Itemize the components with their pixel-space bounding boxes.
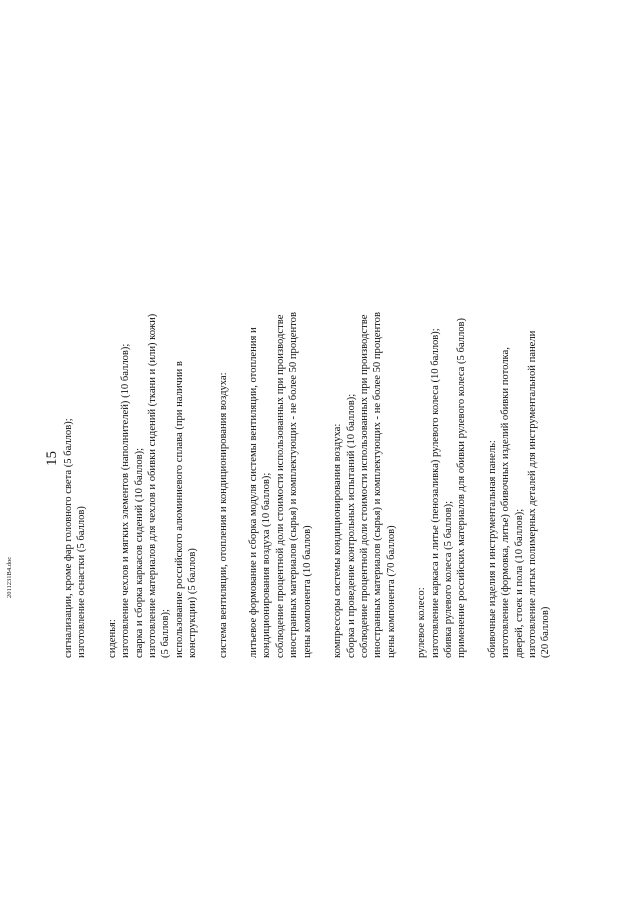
text-line: рулевое колесо: <box>416 587 428 658</box>
text-line: использование российского алюминиевого сплава (при наличии в <box>173 361 185 658</box>
text-line: конструкции) (5 баллов) <box>187 548 199 658</box>
text-line: изготовление чехлов и мягких элементов (наполнителей) (10 баллов); <box>120 343 132 658</box>
text-line: цены компонента (70 баллов) <box>385 525 397 658</box>
rotated-page <box>40 20 600 890</box>
text-line: (20 баллов) <box>540 606 552 658</box>
text-line: применение российских материалов для обивки рулевого колеса (5 баллов) <box>456 317 468 658</box>
text-line: соблюдение процентной доли стоимости использованных при производстве <box>274 314 286 658</box>
text-line: изготовление оснастки (5 баллов) <box>76 506 88 658</box>
page-number: 15 <box>44 451 60 466</box>
text-line: иностранных материалов (сырья) и комплектующих - не более 50 процентов <box>372 312 384 658</box>
paragraph-hvac-heading <box>217 28 230 658</box>
paragraph-seats <box>106 28 200 658</box>
paragraph-steering-wheel <box>415 28 469 658</box>
text-line: изготовление материалов для чехлов и обивки сидений (ткани и (или) кожи) <box>147 313 159 658</box>
text-line: компрессоры системы кондиционирования воздуха: <box>332 423 344 658</box>
text-line: сиденья: <box>106 619 118 658</box>
text-line: изготовление каркаса и литье (пенозаливка) рулевого колеса (10 баллов); <box>429 328 441 658</box>
text-line: сварка и сборка каркасов сидений (10 баллов); <box>133 447 145 658</box>
text-body <box>62 28 570 658</box>
text-line: литьевое формование и сборка модуля системы вентиляции, отопления и <box>248 327 260 658</box>
paragraph-signaling <box>62 28 89 658</box>
text-line: иностранных материалов (сырья) и комплектующих - не более 50 процентов <box>288 312 300 658</box>
paragraph-ac-compressors <box>331 28 398 658</box>
footer-filename: 2011231В4.doc <box>6 556 13 598</box>
text-line: кондиционирования воздуха (10 баллов); <box>261 472 273 658</box>
text-line: дверей, стоек и пола (10 баллов); <box>513 508 525 658</box>
text-line: цены компонента (10 баллов) <box>301 525 313 658</box>
text-line: изготовление (формовка, литье) обивочных изделий обивки потолка, <box>500 347 512 658</box>
text-line: система вентиляции, отопления и кондиционирования воздуха: <box>217 372 229 658</box>
text-line: сборка и проведение контрольных испытаний (10 баллов); <box>345 393 357 658</box>
text-line: (5 баллов); <box>160 608 172 658</box>
text-line: обивочные изделия и инструментальная панель: <box>486 440 498 658</box>
text-line: обивка рулевого колеса (5 баллов); <box>442 500 454 658</box>
text-line: изготовление литых полимерных деталей для инструментальной панели <box>526 330 538 658</box>
paragraph-hvac-module <box>247 28 314 658</box>
text-line: сигнализации, кроме фар головного света (5 баллов); <box>63 418 74 658</box>
paragraph-trim-panel <box>486 28 553 658</box>
text-line: соблюдение процентной доли стоимости использованных при производстве <box>358 314 370 658</box>
